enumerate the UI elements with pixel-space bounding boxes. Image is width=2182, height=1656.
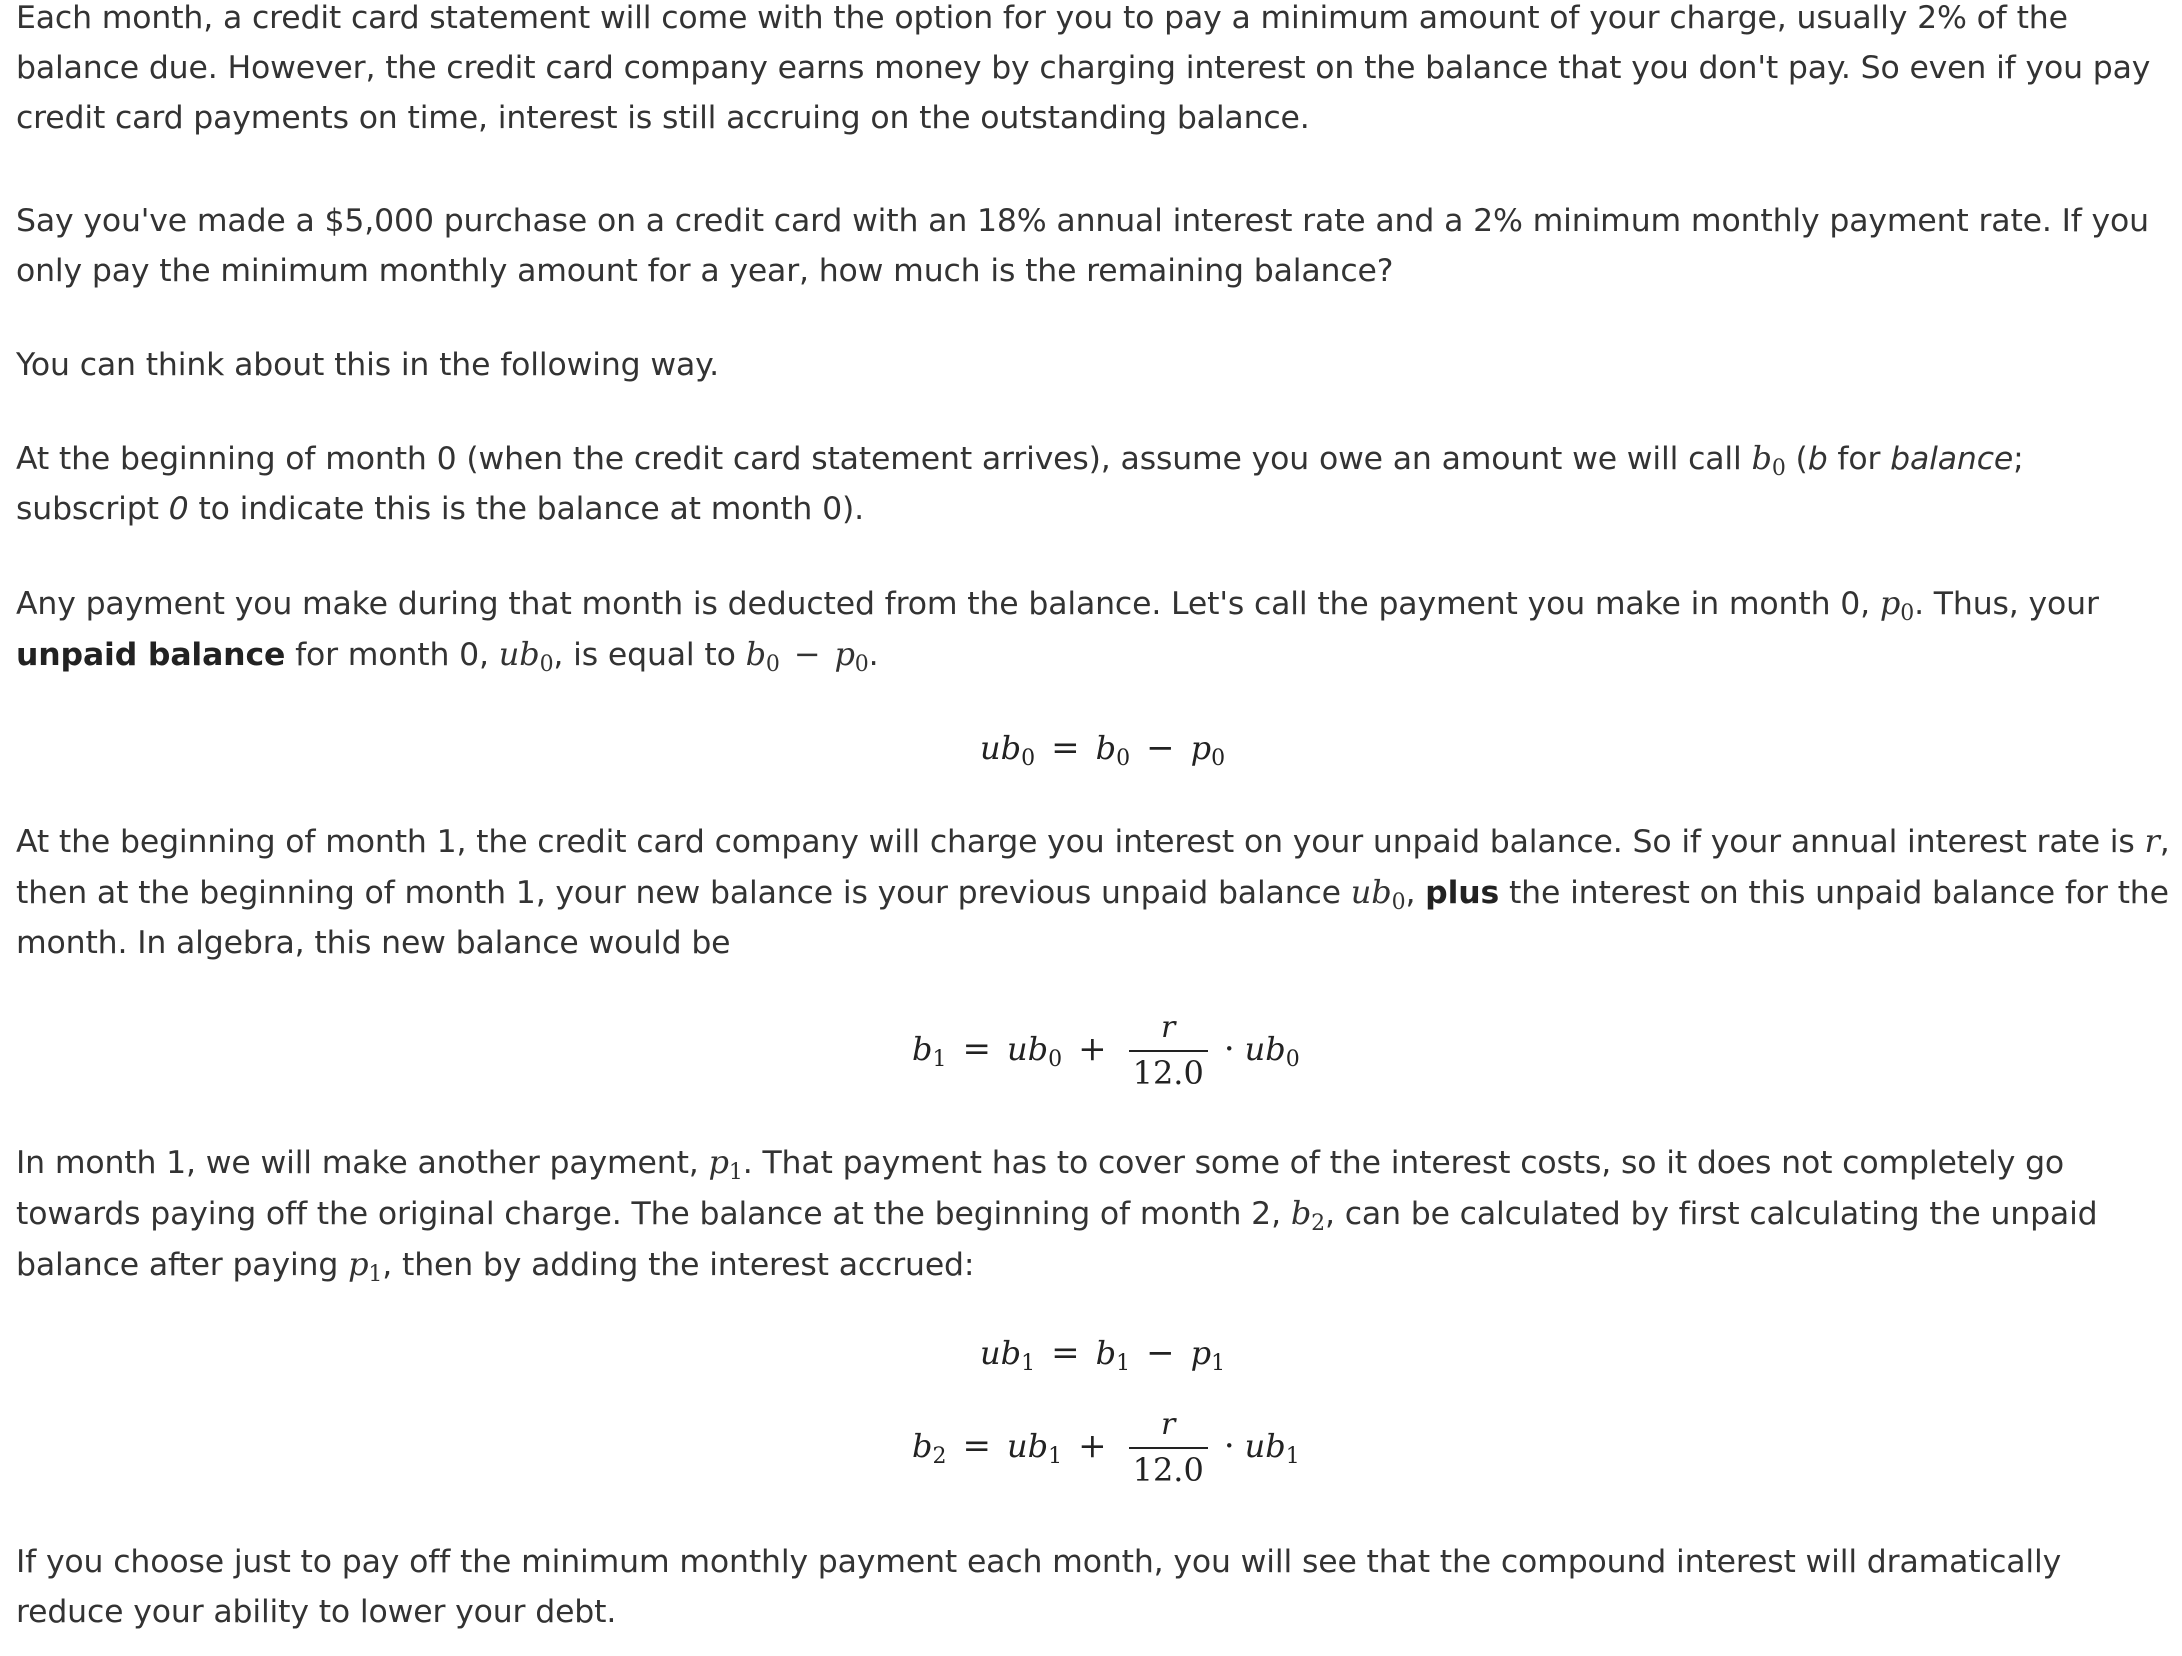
- text-run: At the beginning of month 0 (when the credit card statement arrives), assume you owe an amount we will call: [16, 441, 1752, 477]
- math-var: ub: [980, 729, 1022, 767]
- text-run: (: [1785, 441, 1808, 477]
- math-ub0: [498, 635, 554, 677]
- math-var: b: [912, 1427, 933, 1465]
- math-subscript: 1: [728, 1160, 743, 1185]
- math-b0: [1095, 729, 1131, 771]
- math-subscript: 0: [1211, 746, 1226, 771]
- math-var: b: [1751, 439, 1772, 477]
- math-subscript: 0: [539, 652, 554, 677]
- math-subscript: 0: [1021, 746, 1036, 771]
- math-var: p: [348, 1245, 369, 1283]
- math-operator: −: [793, 635, 821, 673]
- math-var: b: [745, 635, 766, 673]
- fraction-denominator: 12.0: [1132, 1054, 1204, 1092]
- math-subscript: 1: [368, 1262, 383, 1287]
- math-operator: =: [1051, 728, 1080, 768]
- text-run: In month 1, we will make another payment,: [16, 1145, 709, 1181]
- text-run: for: [1827, 441, 1891, 477]
- math-var: b: [1095, 729, 1117, 767]
- paragraph-month0: [16, 433, 2166, 534]
- math-var: ub: [1244, 1030, 1286, 1068]
- math-b0-minus-p0: [745, 635, 869, 677]
- math-operator: =: [1051, 1333, 1080, 1373]
- text-run: , can be calculated by first calculating the unpaid balance after paying: [16, 1196, 2098, 1283]
- math-r: r: [2144, 822, 2160, 860]
- bold-plus: plus: [1425, 875, 1500, 911]
- text-run: , then at the beginning of month 1, your new balance is your previous unpaid balance: [16, 824, 2170, 911]
- math-b1: [912, 1030, 947, 1072]
- math-var: ub: [1006, 1030, 1049, 1068]
- fraction: [1129, 1407, 1208, 1489]
- paragraph-problem: [16, 196, 2166, 296]
- text-run: Any payment you make during that month is deducted from the balance. Let's call the payment you make in month 0,: [16, 586, 1880, 622]
- text-run: ,: [1405, 875, 1426, 911]
- paragraph-conclusion: [16, 1537, 2176, 1637]
- math-var: ub: [1350, 873, 1392, 911]
- italic-b: b: [1807, 441, 1828, 477]
- text-run: . That payment has to cover some of the interest costs, so it does not completely go towards paying off the original charge. The balance at the beginning of month 2,: [16, 1145, 2065, 1232]
- math-p0: [1879, 584, 1915, 626]
- math-subscript: 1: [1211, 1351, 1226, 1376]
- paragraph-intro-text: Each month, a credit card statement will come with the option for you to pay a minimum amount of your charge, usually 2% of the balance due. However, the credit card company earns money by charging interest on the balance that you don't pay. So even if you pay credit card payments on time, interest is still accruing on the outstanding balance.: [16, 0, 2151, 136]
- math-subscript: 0: [1391, 890, 1406, 915]
- math-subscript: 2: [932, 1444, 947, 1469]
- math-var: p: [1879, 584, 1901, 622]
- math-b2: [912, 1427, 947, 1469]
- math-ub1: [980, 1334, 1036, 1376]
- math-subscript: 0: [765, 652, 780, 677]
- math-operator: +: [1078, 1426, 1107, 1466]
- equation-ub0: [980, 728, 1226, 771]
- text-run: for month 0,: [285, 637, 499, 673]
- equation-b2: [912, 1407, 1300, 1489]
- math-operator: =: [962, 1029, 991, 1069]
- text-run: . Thus, your: [1914, 586, 2099, 622]
- paragraph-think-text: You can think about this in the following way.: [16, 347, 719, 383]
- paragraph-month1: [16, 816, 2176, 968]
- math-subscript: 0: [1285, 1047, 1300, 1072]
- equation-b1: [912, 1010, 1300, 1092]
- paragraph-month2: [16, 1137, 2176, 1290]
- math-operator: ·: [1223, 1029, 1235, 1069]
- text-run: ; subscript: [16, 441, 2024, 527]
- fraction-numerator: r: [1129, 1407, 1208, 1449]
- math-var: p: [1190, 1334, 1212, 1372]
- math-var: b: [912, 1030, 933, 1068]
- math-subscript: 1: [932, 1047, 947, 1072]
- equation-ub1: [980, 1333, 1226, 1376]
- math-var: ub: [980, 1334, 1022, 1372]
- math-subscript: 2: [1311, 1211, 1326, 1236]
- math-operator: =: [962, 1426, 991, 1466]
- math-operator: +: [1078, 1029, 1107, 1069]
- math-var: ub: [1006, 1427, 1049, 1465]
- fraction-denominator: 12.0: [1132, 1451, 1204, 1489]
- math-var: p: [834, 635, 855, 673]
- math-var: ub: [498, 635, 540, 673]
- math-subscript: 1: [1021, 1351, 1036, 1376]
- math-ub0: [1244, 1030, 1300, 1072]
- text-run: .: [868, 637, 879, 673]
- math-var: b: [1290, 1194, 1312, 1232]
- math-b2: [1290, 1194, 1326, 1236]
- text-run: , then by adding the interest accrued:: [382, 1247, 975, 1283]
- italic-balance: balance: [1890, 441, 2014, 477]
- text-run: the interest on this unpaid balance for the month. In algebra, this new balance would be: [16, 875, 2169, 961]
- paragraph-conclusion-text: If you choose just to pay off the minimum monthly payment each month, you will see that the compound interest will dramatically reduce your ability to lower your debt.: [16, 1544, 2062, 1630]
- math-operator: ·: [1223, 1426, 1235, 1466]
- math-ub1: [1006, 1427, 1063, 1469]
- fraction-numerator: r: [1129, 1010, 1208, 1052]
- math-subscript: 1: [1285, 1444, 1300, 1469]
- paragraph-payment: [16, 578, 2166, 680]
- italic-zero: 0: [168, 491, 189, 527]
- bold-unpaid-balance: unpaid balance: [16, 637, 286, 673]
- math-operator: −: [1146, 728, 1175, 768]
- math-b1: [1095, 1334, 1131, 1376]
- math-var: b: [1095, 1334, 1117, 1372]
- text-run: to indicate this is the balance at month 0).: [188, 491, 864, 527]
- math-ub0: [1006, 1030, 1063, 1072]
- math-ub0: [1350, 873, 1406, 915]
- math-p1: [1190, 1334, 1226, 1376]
- paragraph-think: [16, 340, 2166, 390]
- math-subscript: 0: [854, 652, 869, 677]
- text-run: At the beginning of month 1, the credit card company will charge you interest on your unpaid balance. So if your annual interest rate is: [16, 824, 2145, 860]
- fraction: [1129, 1010, 1208, 1092]
- math-var: ub: [1244, 1427, 1286, 1465]
- paragraph-problem-text: Say you've made a $5,000 purchase on a credit card with an 18% annual interest rate and a 2% minimum monthly payment rate. If you only pay the minimum monthly amount for a year, how much is the remaining balance?: [16, 203, 2149, 289]
- math-subscript: 0: [1048, 1047, 1063, 1072]
- math-ub1: [1244, 1427, 1300, 1469]
- math-operator: −: [1146, 1333, 1175, 1373]
- text-run: , is equal to: [553, 637, 746, 673]
- math-subscript: 1: [1048, 1444, 1063, 1469]
- math-p1: [708, 1143, 743, 1185]
- math-var: p: [708, 1143, 729, 1181]
- math-subscript: 0: [1116, 746, 1131, 771]
- math-subscript: 0: [1771, 456, 1786, 481]
- math-p1: [348, 1245, 383, 1287]
- math-subscript: 1: [1116, 1351, 1131, 1376]
- math-p0: [1190, 729, 1226, 771]
- math-ub0: [980, 729, 1036, 771]
- paragraph-intro: [16, 0, 2166, 143]
- math-var: p: [1190, 729, 1212, 767]
- math-b0: [1751, 439, 1786, 481]
- math-subscript: 0: [1900, 601, 1915, 626]
